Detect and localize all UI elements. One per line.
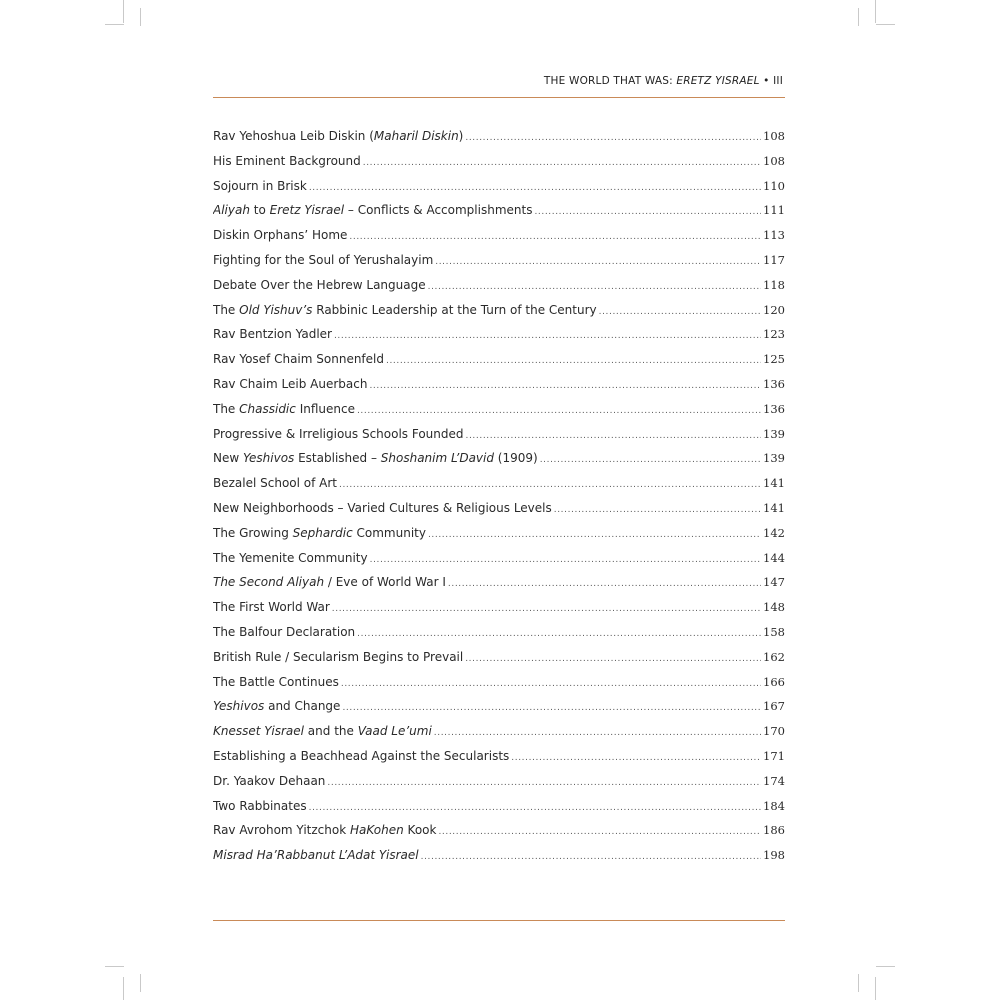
toc-entry-title [213, 496, 552, 521]
toc-entry-title [213, 645, 463, 670]
toc-title-italic-segment: Old Yishuv’s [239, 302, 313, 317]
toc-entry [213, 273, 785, 298]
dot-leader [357, 399, 761, 422]
toc-title-segment: Establishing a Beachhead Against the Secularists [213, 748, 510, 763]
toc-entry [213, 422, 785, 447]
toc-title-italic-segment: Yeshivos [213, 699, 265, 714]
toc-entry-title [213, 397, 355, 422]
toc-entry [213, 521, 785, 546]
toc-entry-title [213, 843, 419, 868]
table-of-contents [213, 124, 785, 868]
toc-entry-title [213, 149, 361, 174]
toc-entry-page-number: 148 [763, 600, 785, 615]
toc-entry [213, 670, 785, 695]
crop-mark-top-right-vertical [875, 0, 876, 23]
toc-entry-title [213, 273, 426, 298]
toc-entry-title [213, 818, 436, 843]
toc-entry [213, 347, 785, 372]
toc-entry [213, 570, 785, 595]
toc-title-segment: (1909) [493, 451, 538, 466]
toc-title-segment: The First World War [213, 600, 330, 615]
toc-title-segment: Established – [294, 451, 381, 466]
toc-title-segment: The [213, 302, 240, 317]
dot-leader [363, 151, 761, 174]
toc-title-segment: Rav Chaim Leib Auerbach [213, 376, 368, 391]
toc-entry-page-number: 136 [763, 401, 785, 416]
toc-entry [213, 620, 785, 645]
toc-entry-page-number: 141 [763, 500, 785, 515]
toc-title-segment: Fighting for the Soul of Yerushalayim [213, 252, 434, 267]
dot-leader [434, 721, 761, 744]
toc-title-italic-segment: Misrad Ha’Rabbanut L’Adat Yisrael [213, 848, 419, 863]
toc-entry [213, 124, 785, 149]
dot-leader [327, 771, 761, 794]
crop-mark-bottom-right-vertical-inner [858, 974, 859, 992]
toc-entry-page-number: 186 [763, 823, 785, 838]
toc-title-segment: Influence [295, 401, 355, 416]
toc-title-italic-segment: Maharil Diskin [373, 129, 459, 143]
toc-entry-page-number: 171 [763, 748, 785, 763]
toc-entry [213, 149, 785, 174]
toc-title-segment: Rav Yosef Chaim Sonnenfeld [213, 352, 384, 367]
toc-entry [213, 818, 785, 843]
toc-entry-title [213, 322, 332, 347]
dot-leader [554, 498, 761, 521]
toc-entry-title [213, 124, 463, 149]
toc-title-segment: Rav Bentzion Yadler [213, 327, 332, 342]
toc-entry-title [213, 670, 339, 695]
toc-entry-page-number: 144 [763, 550, 785, 565]
toc-entry [213, 595, 785, 620]
toc-entry-page-number: 111 [763, 203, 785, 218]
toc-entry [213, 248, 785, 273]
toc-entry-title [213, 546, 368, 571]
toc-entry [213, 397, 785, 422]
toc-title-italic-segment: Vaad Le’umi [357, 724, 432, 739]
toc-entry-page-number: 141 [763, 476, 785, 491]
toc-title-italic-segment: Shoshanim L’David [380, 451, 494, 466]
toc-entry [213, 546, 785, 571]
toc-title-italic-segment: Chassidic [239, 401, 296, 416]
dot-leader [334, 324, 761, 347]
toc-entry-title [213, 521, 426, 546]
toc-entry [213, 794, 785, 819]
dot-leader [540, 448, 761, 471]
toc-entry-title [213, 694, 340, 719]
toc-entry-page-number: 117 [763, 252, 785, 267]
crop-mark-bottom-right-horizontal [876, 966, 895, 967]
dot-leader [332, 597, 761, 620]
dot-leader [534, 200, 761, 223]
toc-title-segment: Bezalel School of Art [213, 476, 338, 491]
toc-title-segment: Kook [403, 823, 437, 838]
toc-entry [213, 496, 785, 521]
toc-title-italic-segment: Sephardic [292, 525, 353, 540]
toc-entry-title [213, 248, 433, 273]
toc-title-segment: and Change [264, 699, 341, 714]
crop-mark-bottom-left-vertical [123, 977, 124, 1000]
toc-title-italic-segment: Aliyah [213, 203, 250, 218]
toc-entry-title [213, 223, 347, 248]
toc-entry-page-number: 162 [763, 649, 785, 664]
toc-title-segment: The Growing [213, 525, 293, 540]
dot-leader [465, 647, 761, 670]
toc-title-segment: ) [458, 129, 464, 143]
crop-mark-bottom-left-horizontal [105, 966, 124, 967]
dot-leader [342, 696, 761, 719]
toc-title-segment: Rav Avrohom Yitzchok [213, 823, 350, 838]
crop-mark-top-left-horizontal [105, 24, 124, 25]
toc-title-segment: New [213, 451, 243, 466]
toc-entry [213, 471, 785, 496]
toc-entry-page-number: 174 [763, 773, 785, 788]
dot-leader [448, 572, 761, 595]
toc-entry-page-number: 142 [763, 525, 785, 540]
toc-entry-page-number: 170 [763, 724, 785, 739]
dot-leader [428, 275, 761, 298]
toc-entry-page-number: 110 [763, 178, 785, 193]
toc-title-segment: to [249, 203, 270, 218]
toc-entry [213, 322, 785, 347]
running-head-page-number: • III [759, 75, 783, 87]
running-head-italic: ERETZ YISRAEL [676, 75, 760, 87]
toc-entry-page-number: 184 [763, 798, 785, 813]
toc-title-segment: The Balfour Declaration [213, 624, 356, 639]
toc-entry [213, 174, 785, 199]
toc-title-segment: and the [303, 724, 358, 739]
footer-rule [213, 920, 785, 921]
toc-title-segment: Sojourn in Brisk [213, 178, 307, 193]
dot-leader [369, 374, 761, 397]
crop-mark-top-left-vertical-inner [140, 8, 141, 26]
toc-entry-page-number: 167 [763, 699, 785, 714]
dot-leader [599, 300, 761, 323]
dot-leader [339, 473, 761, 496]
toc-entry [213, 769, 785, 794]
toc-entry-page-number: 108 [763, 129, 785, 143]
toc-entry-page-number: 158 [763, 624, 785, 639]
crop-mark-top-right-horizontal [876, 24, 895, 25]
dot-leader [386, 349, 761, 372]
crop-mark-bottom-left-vertical-inner [140, 974, 141, 992]
toc-entry-page-number: 147 [763, 575, 785, 590]
toc-entry-title [213, 769, 325, 794]
toc-entry-title [213, 620, 355, 645]
toc-title-segment: Debate Over the Hebrew Language [213, 277, 426, 292]
toc-entry-page-number: 123 [763, 327, 785, 342]
toc-entry-page-number: 139 [763, 426, 785, 441]
toc-entry-page-number: 139 [763, 451, 785, 466]
dot-leader [435, 250, 761, 273]
toc-entry-title [213, 446, 538, 471]
toc-entry-title [213, 298, 597, 323]
toc-entry-title [213, 422, 464, 447]
dot-leader [309, 796, 761, 819]
toc-entry [213, 223, 785, 248]
toc-title-segment: New Neighborhoods – Varied Cultures & Religious Levels [213, 500, 552, 515]
dot-leader [466, 424, 762, 447]
toc-entry-page-number: 113 [763, 228, 785, 243]
toc-title-italic-segment: Yeshivos [243, 451, 295, 466]
toc-entry [213, 298, 785, 323]
dot-leader [428, 523, 761, 546]
toc-entry-page-number: 125 [763, 352, 785, 367]
crop-mark-top-right-vertical-inner [858, 8, 859, 26]
toc-entry-page-number: 198 [763, 848, 785, 863]
dot-leader [465, 126, 761, 149]
toc-title-segment: Rav Yehoshua Leib Diskin ( [213, 129, 374, 143]
toc-entry-page-number: 120 [763, 302, 785, 317]
crop-mark-bottom-right-vertical [875, 977, 876, 1000]
toc-entry-title [213, 744, 509, 769]
toc-entry-title [213, 595, 330, 620]
dot-leader [511, 746, 761, 769]
toc-entry-title [213, 372, 367, 397]
toc-title-italic-segment: Eretz Yisrael [269, 203, 345, 218]
toc-entry-title [213, 719, 432, 744]
toc-entry [213, 843, 785, 868]
toc-title-segment: The Battle Continues [213, 674, 339, 689]
toc-title-italic-segment: Knesset Yisrael [213, 724, 304, 739]
header-rule [213, 97, 785, 98]
toc-title-segment: British Rule / Secularism Begins to Prevail [213, 649, 464, 664]
toc-title-segment: Community [352, 525, 426, 540]
dot-leader [438, 820, 761, 843]
dot-leader [357, 622, 761, 645]
dot-leader [309, 176, 761, 199]
toc-title-italic-segment: The Second Aliyah [213, 575, 325, 590]
toc-title-segment: Two Rabbinates [213, 798, 307, 813]
toc-title-segment: – Conflicts & Accomplishments [344, 203, 533, 218]
toc-entry [213, 446, 785, 471]
dot-leader [349, 225, 761, 248]
dot-leader [341, 672, 761, 695]
toc-entry [213, 645, 785, 670]
toc-entry-title [213, 174, 307, 199]
toc-title-segment: Progressive & Irreligious Schools Founded [213, 426, 464, 441]
toc-entry-page-number: 166 [763, 674, 785, 689]
crop-mark-top-left-vertical [123, 0, 124, 23]
toc-entry-title [213, 794, 307, 819]
toc-entry-title [213, 198, 532, 223]
toc-entry [213, 694, 785, 719]
toc-title-segment: The [213, 401, 240, 416]
toc-title-segment: Diskin Orphans’ Home [213, 228, 348, 243]
running-head-prefix: THE WORLD THAT WAS: [543, 75, 677, 87]
toc-title-segment: The Yemenite Community [213, 550, 368, 565]
toc-entry-title [213, 570, 446, 595]
toc-entry-page-number: 118 [763, 277, 785, 292]
toc-entry-title [213, 347, 384, 372]
toc-entry [213, 372, 785, 397]
toc-title-segment: Dr. Yaakov Dehaan [213, 773, 326, 788]
toc-entry-page-number: 136 [763, 376, 785, 391]
toc-entry [213, 744, 785, 769]
dot-leader [421, 845, 761, 868]
toc-entry-title [213, 471, 337, 496]
toc-entry [213, 719, 785, 744]
dot-leader [370, 548, 761, 571]
toc-entry-page-number: 108 [763, 153, 785, 168]
toc-title-segment: / Eve of World War I [324, 575, 446, 590]
running-head [544, 75, 783, 87]
toc-title-italic-segment: HaKohen [349, 823, 404, 838]
toc-title-segment: His Eminent Background [213, 153, 361, 168]
toc-entry [213, 198, 785, 223]
toc-title-segment: Rabbinic Leadership at the Turn of the Century [312, 302, 597, 317]
